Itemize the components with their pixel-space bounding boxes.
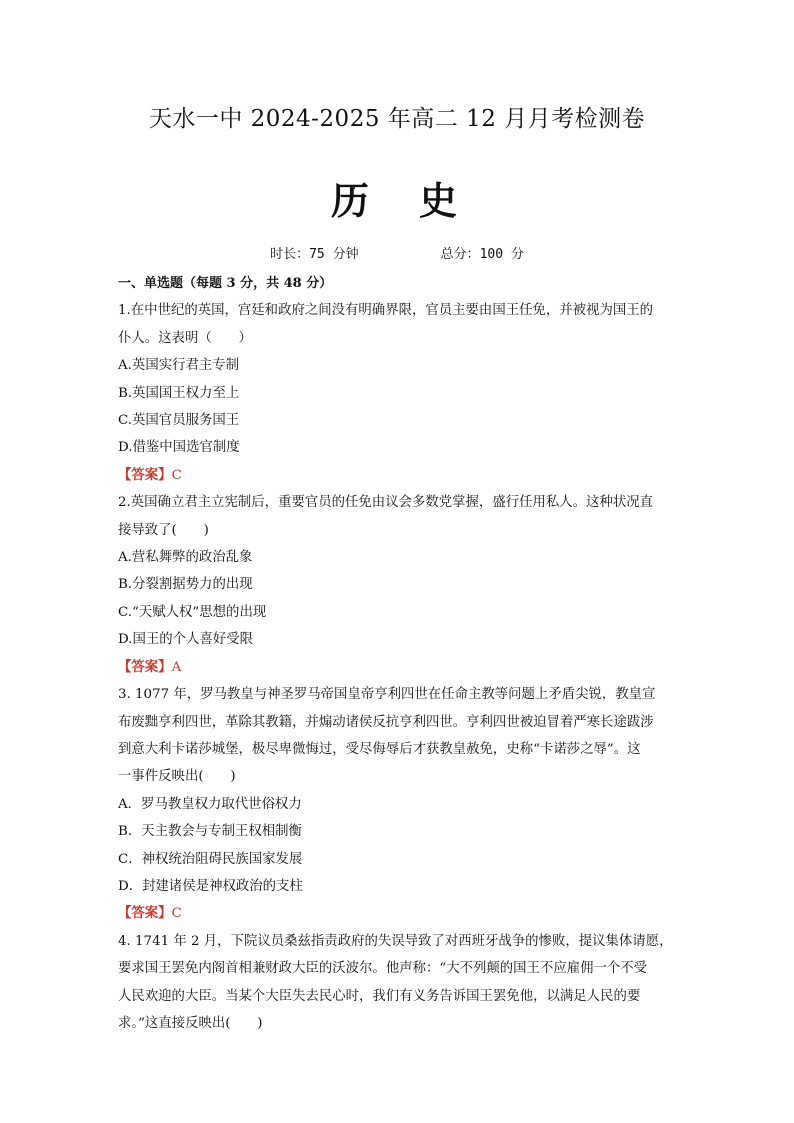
option-d: D.借鉴中国选官制度 xyxy=(118,440,240,456)
option-c: C.英国官员服务国王 xyxy=(118,413,240,429)
answer-value: C xyxy=(171,467,182,483)
question-stem-line: 求。”这直接反映出( ) xyxy=(118,1015,263,1031)
option-b: B．天主教会与专制王权相制衡 xyxy=(118,824,302,840)
exam-meta xyxy=(0,243,794,262)
answer-label: 【答案】 xyxy=(118,905,172,922)
answer-line xyxy=(118,462,678,489)
option-c: C．神权统治阻碍民族国家发展 xyxy=(118,851,303,867)
option-a: A.英国实行君主专制 xyxy=(118,358,240,374)
answer-value: C xyxy=(171,906,182,922)
question-stem-line: 3. 1077 年，罗马教皇与神圣罗马帝国皇帝亨利四世在任命主教等问题上矛盾尖锐，教皇宣 xyxy=(118,687,656,703)
question-stem-line: 布废黜亨利四世，革除其教籍，并煽动诸侯反抗亨利四世。亨利四世被迫冒着严寒长途跋涉 xyxy=(118,714,654,730)
option-b: B.英国国王权力至上 xyxy=(118,385,240,401)
question-stem-line: 要求国王罢免内阁首相兼财政大臣的沃波尔。他声称：“大不列颠的国王不应雇佣一个不受 xyxy=(118,961,648,977)
option-d: D．封建诸侯是神权政治的支柱 xyxy=(118,878,303,894)
option-a: A．罗马教皇权力取代世俗权力 xyxy=(118,796,302,812)
answer-line xyxy=(118,900,678,927)
option-a: A.营私舞弊的政治乱象 xyxy=(118,550,253,566)
question-1 xyxy=(118,297,678,489)
option-d: D.国王的个人喜好受限 xyxy=(118,632,254,648)
question-stem-line: 1.在中世纪的英国，宫廷和政府之间没有明确界限，官员主要由国王任免，并被视为国王的 xyxy=(118,303,654,319)
question-4 xyxy=(118,928,678,1038)
answer-value: A xyxy=(171,659,182,675)
question-3 xyxy=(118,681,678,928)
question-list xyxy=(118,270,678,1037)
question-stem-line: 到意大利卡诺莎城堡，极尽卑微悔过，受尽侮辱后才获教皇赦免，史称“卡诺莎之辱”。这 xyxy=(118,741,641,757)
question-stem-line: 4. 1741 年 2 月，下院议员桑兹指责政府的失误导致了对西班牙战争的惨败，提议集体请愿， xyxy=(118,933,673,949)
answer-label: 【答案】 xyxy=(118,466,172,483)
question-2 xyxy=(118,489,678,681)
total-score-text: 总分：100 分 xyxy=(440,247,524,262)
answer-label: 【答案】 xyxy=(118,658,172,675)
option-b: B.分裂割据势力的出现 xyxy=(118,577,253,593)
question-stem-line: 接导致了( ) xyxy=(118,522,209,538)
duration-text: 时长：75 分钟 xyxy=(270,247,359,262)
question-stem-line: 仆人。这表明（ ） xyxy=(118,330,252,346)
answer-line xyxy=(118,654,678,681)
question-stem-line: 2.英国确立君主立宪制后，重要官员的任免由议会多数党掌握，盛行任用私人。这种状况直 xyxy=(118,495,654,511)
question-stem-line: 人民欢迎的大臣。当某个大臣失去民心时，我们有义务告诉国王罢免他，以满足人民的要 xyxy=(118,988,641,1004)
subject-title: 历 史 xyxy=(330,179,463,223)
option-c: C.“天赋人权”思想的出现 xyxy=(118,604,267,620)
exam-title: 天水一中 2024-2025 年高二 12 月月考检测卷 xyxy=(148,106,646,132)
section-heading: 一、单选题（每题 3 分，共 48 分） xyxy=(118,276,333,291)
question-stem-line: 一事件反映出( ) xyxy=(118,769,236,785)
